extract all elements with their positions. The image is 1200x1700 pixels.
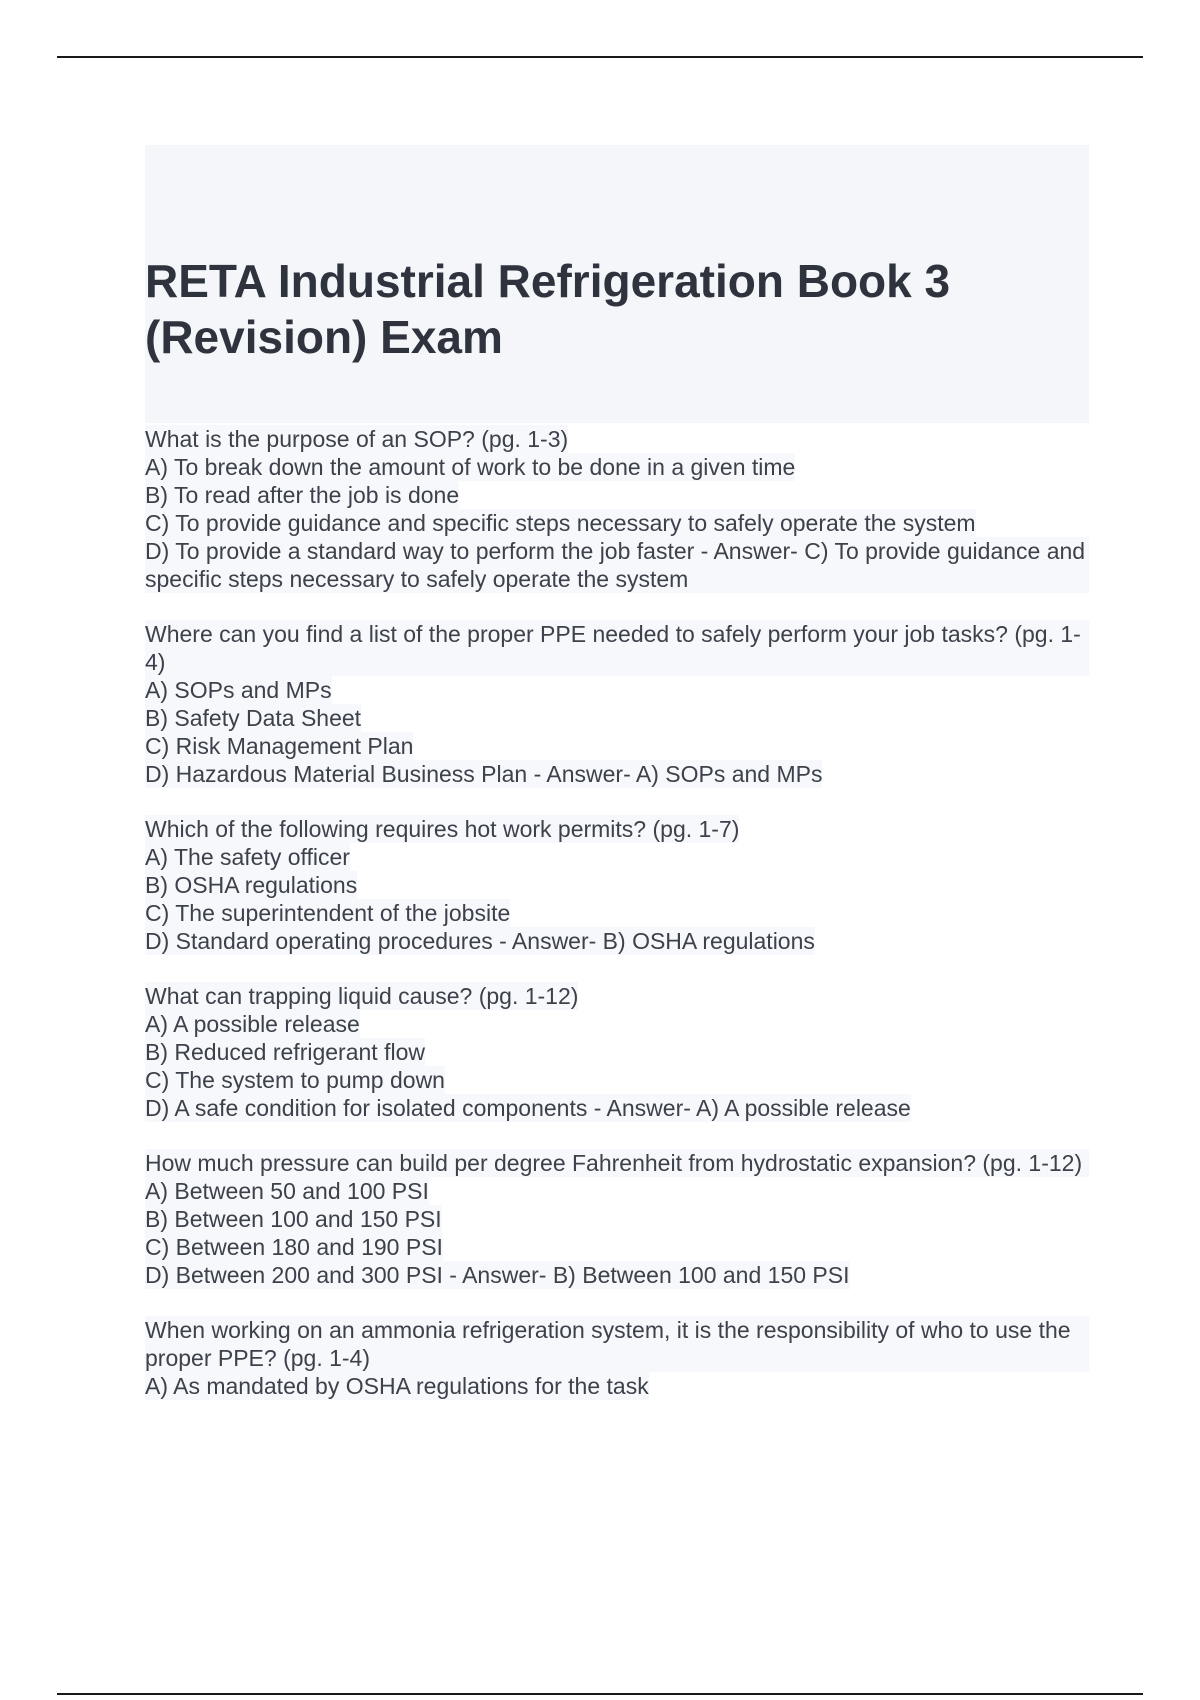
answer-option: B) Between 100 and 150 PSI [145, 1206, 442, 1232]
question-text: What can trapping liquid cause? (pg. 1-12) [145, 983, 579, 1009]
answer-option: A) A possible release [145, 1011, 360, 1037]
question-text: Where can you find a list of the proper PPE needed to safely perform your job tasks? (pg. 1-4) [145, 620, 1089, 676]
answer-option: B) Safety Data Sheet [145, 705, 362, 731]
question-block [145, 815, 1089, 955]
answer-option-with-answer: D) Between 200 and 300 PSI - Answer- B) Between 100 and 150 PSI [145, 1262, 850, 1288]
question-block [145, 982, 1089, 1122]
top-rule [57, 56, 1143, 58]
answer-option: A) SOPs and MPs [145, 677, 332, 703]
answer-option: B) Reduced refrigerant flow [145, 1039, 425, 1065]
answer-option: C) The superintendent of the jobsite [145, 900, 511, 926]
answer-option: C) Between 180 and 190 PSI [145, 1234, 443, 1260]
question-block [145, 1316, 1089, 1400]
answer-option: B) To read after the job is done [145, 482, 460, 508]
answer-option: C) Risk Management Plan [145, 733, 414, 759]
answer-option: A) The safety officer [145, 844, 350, 870]
answer-option: A) As mandated by OSHA regulations for the task [145, 1373, 649, 1399]
answer-option: B) OSHA regulations [145, 872, 358, 898]
answer-option-with-answer: D) A safe condition for isolated components - Answer- A) A possible release [145, 1095, 911, 1121]
bottom-rule [57, 1693, 1143, 1695]
question-block [145, 620, 1089, 788]
question-list [145, 425, 1089, 1427]
question-text: When working on an ammonia refrigeration system, it is the responsibility of who to use the proper PPE? (pg. 1-4) [145, 1316, 1089, 1372]
question-text: Which of the following requires hot work permits? (pg. 1-7) [145, 816, 740, 842]
question-text: What is the purpose of an SOP? (pg. 1-3) [145, 426, 569, 452]
answer-option: A) Between 50 and 100 PSI [145, 1178, 429, 1204]
question-block [145, 425, 1089, 593]
page-title: RETA Industrial Refrigeration Book 3 (Revision) Exam [145, 255, 951, 363]
question-block [145, 1149, 1089, 1289]
answer-option-with-answer: D) Standard operating procedures - Answer- B) OSHA regulations [145, 928, 815, 954]
question-text: How much pressure can build per degree Fahrenheit from hydrostatic expansion? (pg. 1-12) [145, 1149, 1089, 1177]
answer-option-with-answer: D) To provide a standard way to perform the job faster - Answer- C) To provide guidance and specific steps necessary to safely operate the system [145, 537, 1089, 593]
answer-option: C) The system to pump down [145, 1067, 445, 1093]
answer-option: A) To break down the amount of work to be done in a given time [145, 454, 796, 480]
answer-option: C) To provide guidance and specific steps necessary to safely operate the system [145, 510, 976, 536]
answer-option-with-answer: D) Hazardous Material Business Plan - Answer- A) SOPs and MPs [145, 761, 823, 787]
